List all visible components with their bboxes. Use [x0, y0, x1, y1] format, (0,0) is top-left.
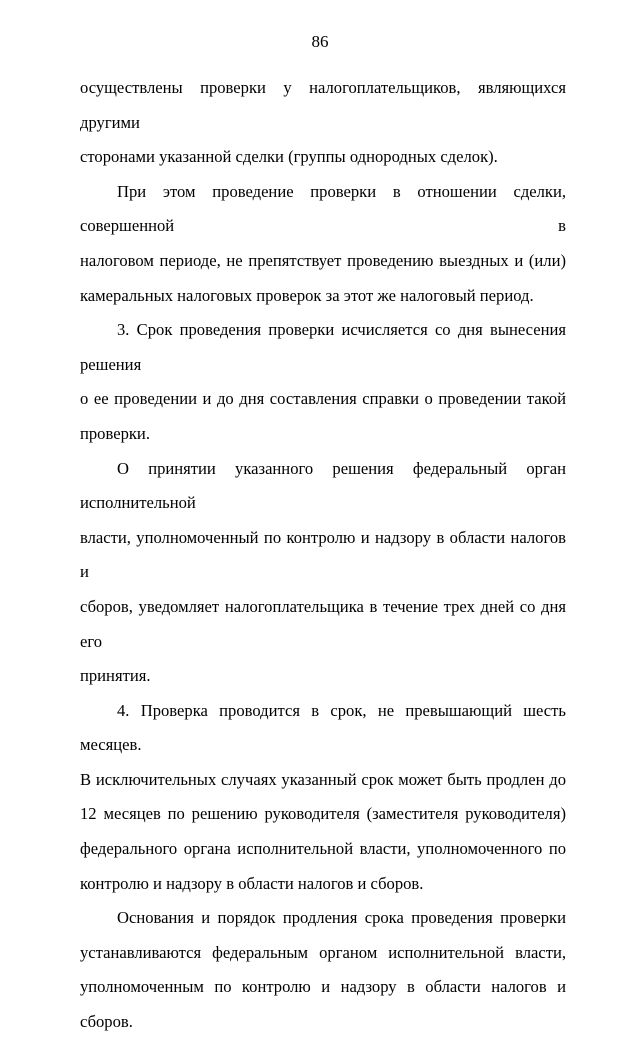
paragraph-line: устанавливаются федеральным органом исполнительной власти,	[80, 942, 566, 962]
paragraph-line: При этом проведение проверки в отношении сделки, совершенной в	[80, 181, 566, 236]
paragraph-line: 3. Срок проведения проверки исчисляется со дня вынесения решения	[80, 320, 566, 374]
paragraph-line: сборов, уведомляет налогоплательщика в течение трех дней со дня его	[80, 596, 566, 651]
paragraph-6	[80, 901, 566, 1039]
paragraph-line: камеральных налоговых проверок за этот же налоговый период.	[80, 285, 534, 305]
paragraph-line: контролю и надзору в области налогов и сборов.	[80, 873, 424, 893]
paragraph-line: В исключительных случаях указанный срок может быть продлен до	[80, 769, 566, 789]
paragraph-3	[80, 313, 566, 451]
paragraph-line: 4. Проверка проводится в срок, не превышающий шесть месяцев.	[80, 700, 566, 755]
paragraph-line: налоговом периоде, не препятствует проведению выездных и (или)	[80, 250, 566, 270]
paragraph-line: о ее проведении и до дня составления справки о проведении такой	[80, 389, 566, 409]
paragraph-line: принятия.	[80, 666, 151, 686]
page-number: 86	[311, 32, 329, 51]
paragraph-line: 12 месяцев по решению руководителя (заместителя руководителя)	[80, 804, 566, 824]
paragraph-line: власти, уполномоченный по контролю и надзору в области налогов и	[80, 527, 566, 582]
paragraph-line: сторонами указанной сделки (группы однородных сделок).	[80, 147, 498, 167]
paragraph-5	[80, 694, 566, 902]
paragraph-1	[80, 71, 566, 175]
paragraph-line: осуществлены проверки у налогоплательщиков, являющихся другими	[80, 78, 566, 132]
paragraph-line: О принятии указанного решения федеральный орган исполнительной	[80, 458, 566, 513]
paragraph-4	[80, 452, 566, 694]
paragraph-line: федерального органа исполнительной власти, уполномоченного по	[80, 839, 566, 859]
paragraph-line: проверки.	[80, 423, 150, 443]
document-body	[80, 71, 566, 1040]
paragraph-line: Основания и порядок продления срока проведения проверки	[117, 908, 566, 928]
paragraph-2	[80, 175, 566, 313]
paragraph-line: уполномоченным по контролю и надзору в области налогов и сборов.	[80, 977, 566, 1032]
